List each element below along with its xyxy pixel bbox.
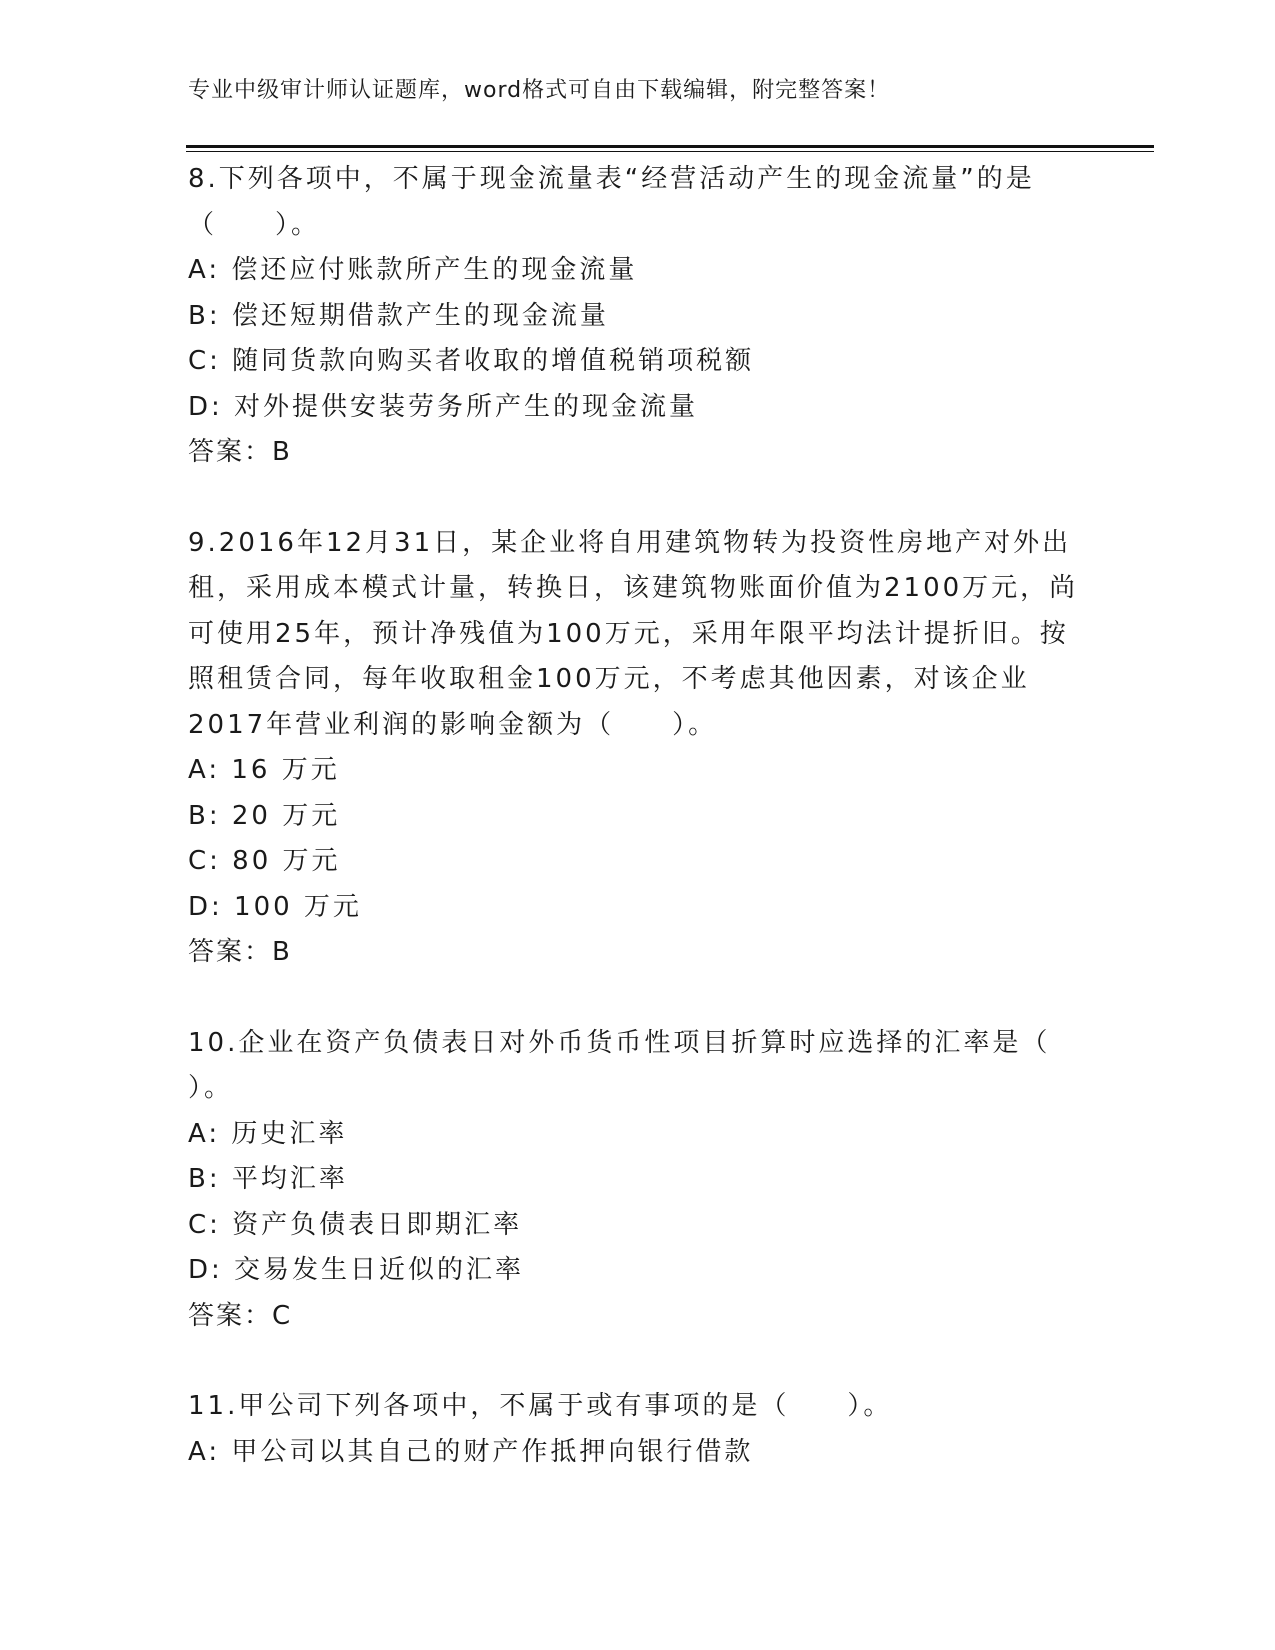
option-d: D: 对外提供安装劳务所产生的现金流量 — [188, 391, 699, 422]
question-stem-line: （ ）。 — [188, 209, 321, 240]
question-stem-line: 可使用25年，预计净残值为100万元，采用年限平均法计提折旧。按 — [188, 618, 1069, 649]
option-b: B: 20 万元 — [188, 800, 341, 831]
question-stem-line: 照租赁合同，每年收取租金100万元，不考虑其他因素，对该企业 — [188, 664, 1030, 694]
option-b: B: 平均汇率 — [188, 1164, 348, 1194]
header-divider — [186, 145, 1154, 152]
option-a: A: 偿还应付账款所产生的现金流量 — [188, 255, 638, 285]
question-stem-line: 8.下列各项中，不属于现金流量表“经营活动产生的现金流量”的是 — [188, 164, 1035, 194]
option-d: D: 交易发生日近似的汇率 — [188, 1255, 525, 1285]
question-list — [188, 157, 1088, 1520]
option-c: C: 资产负债表日即期汇率 — [188, 1209, 523, 1240]
question-stem-line: 租，采用成本模式计量，转换日，该建筑物账面价值为2100万元，尚 — [188, 573, 1079, 603]
answer-label: 答案：C — [188, 1300, 293, 1331]
option-c: C: 80 万元 — [188, 846, 341, 876]
option-a: A: 历史汇率 — [188, 1118, 348, 1149]
question-stem-line: ）。 — [188, 1073, 234, 1103]
option-a: A: 16 万元 — [188, 755, 340, 785]
question-stem-line: 11.甲公司下列各项中，不属于或有事项的是（ ）。 — [188, 1391, 893, 1421]
option-d: D: 100 万元 — [188, 891, 362, 922]
option-c: C: 随同货款向购买者收取的增值税销项税额 — [188, 346, 755, 376]
question-stem-line: 10.企业在资产负债表日对外币货币性项目折算时应选择的汇率是（ — [188, 1027, 1051, 1058]
question-stem-line: 2017年营业利润的影响金额为（ ）。 — [188, 709, 718, 740]
question-10 — [188, 1021, 1088, 1340]
page-header: 专业中级审计师认证题库，word格式可自由下载编辑，附完整答案！ — [188, 78, 891, 103]
answer-label: 答案：B — [188, 437, 292, 467]
question-9 — [188, 521, 1088, 976]
question-stem-line: 9.2016年12月31日，某企业将自用建筑物转为投资性房地产对外出 — [188, 527, 1072, 558]
option-a: A: 甲公司以其自己的财产作抵押向银行借款 — [188, 1436, 754, 1467]
question-8 — [188, 157, 1088, 476]
question-11 — [188, 1384, 1088, 1475]
option-b: B: 偿还短期借款产生的现金流量 — [188, 300, 609, 331]
answer-label: 答案：B — [188, 937, 292, 967]
